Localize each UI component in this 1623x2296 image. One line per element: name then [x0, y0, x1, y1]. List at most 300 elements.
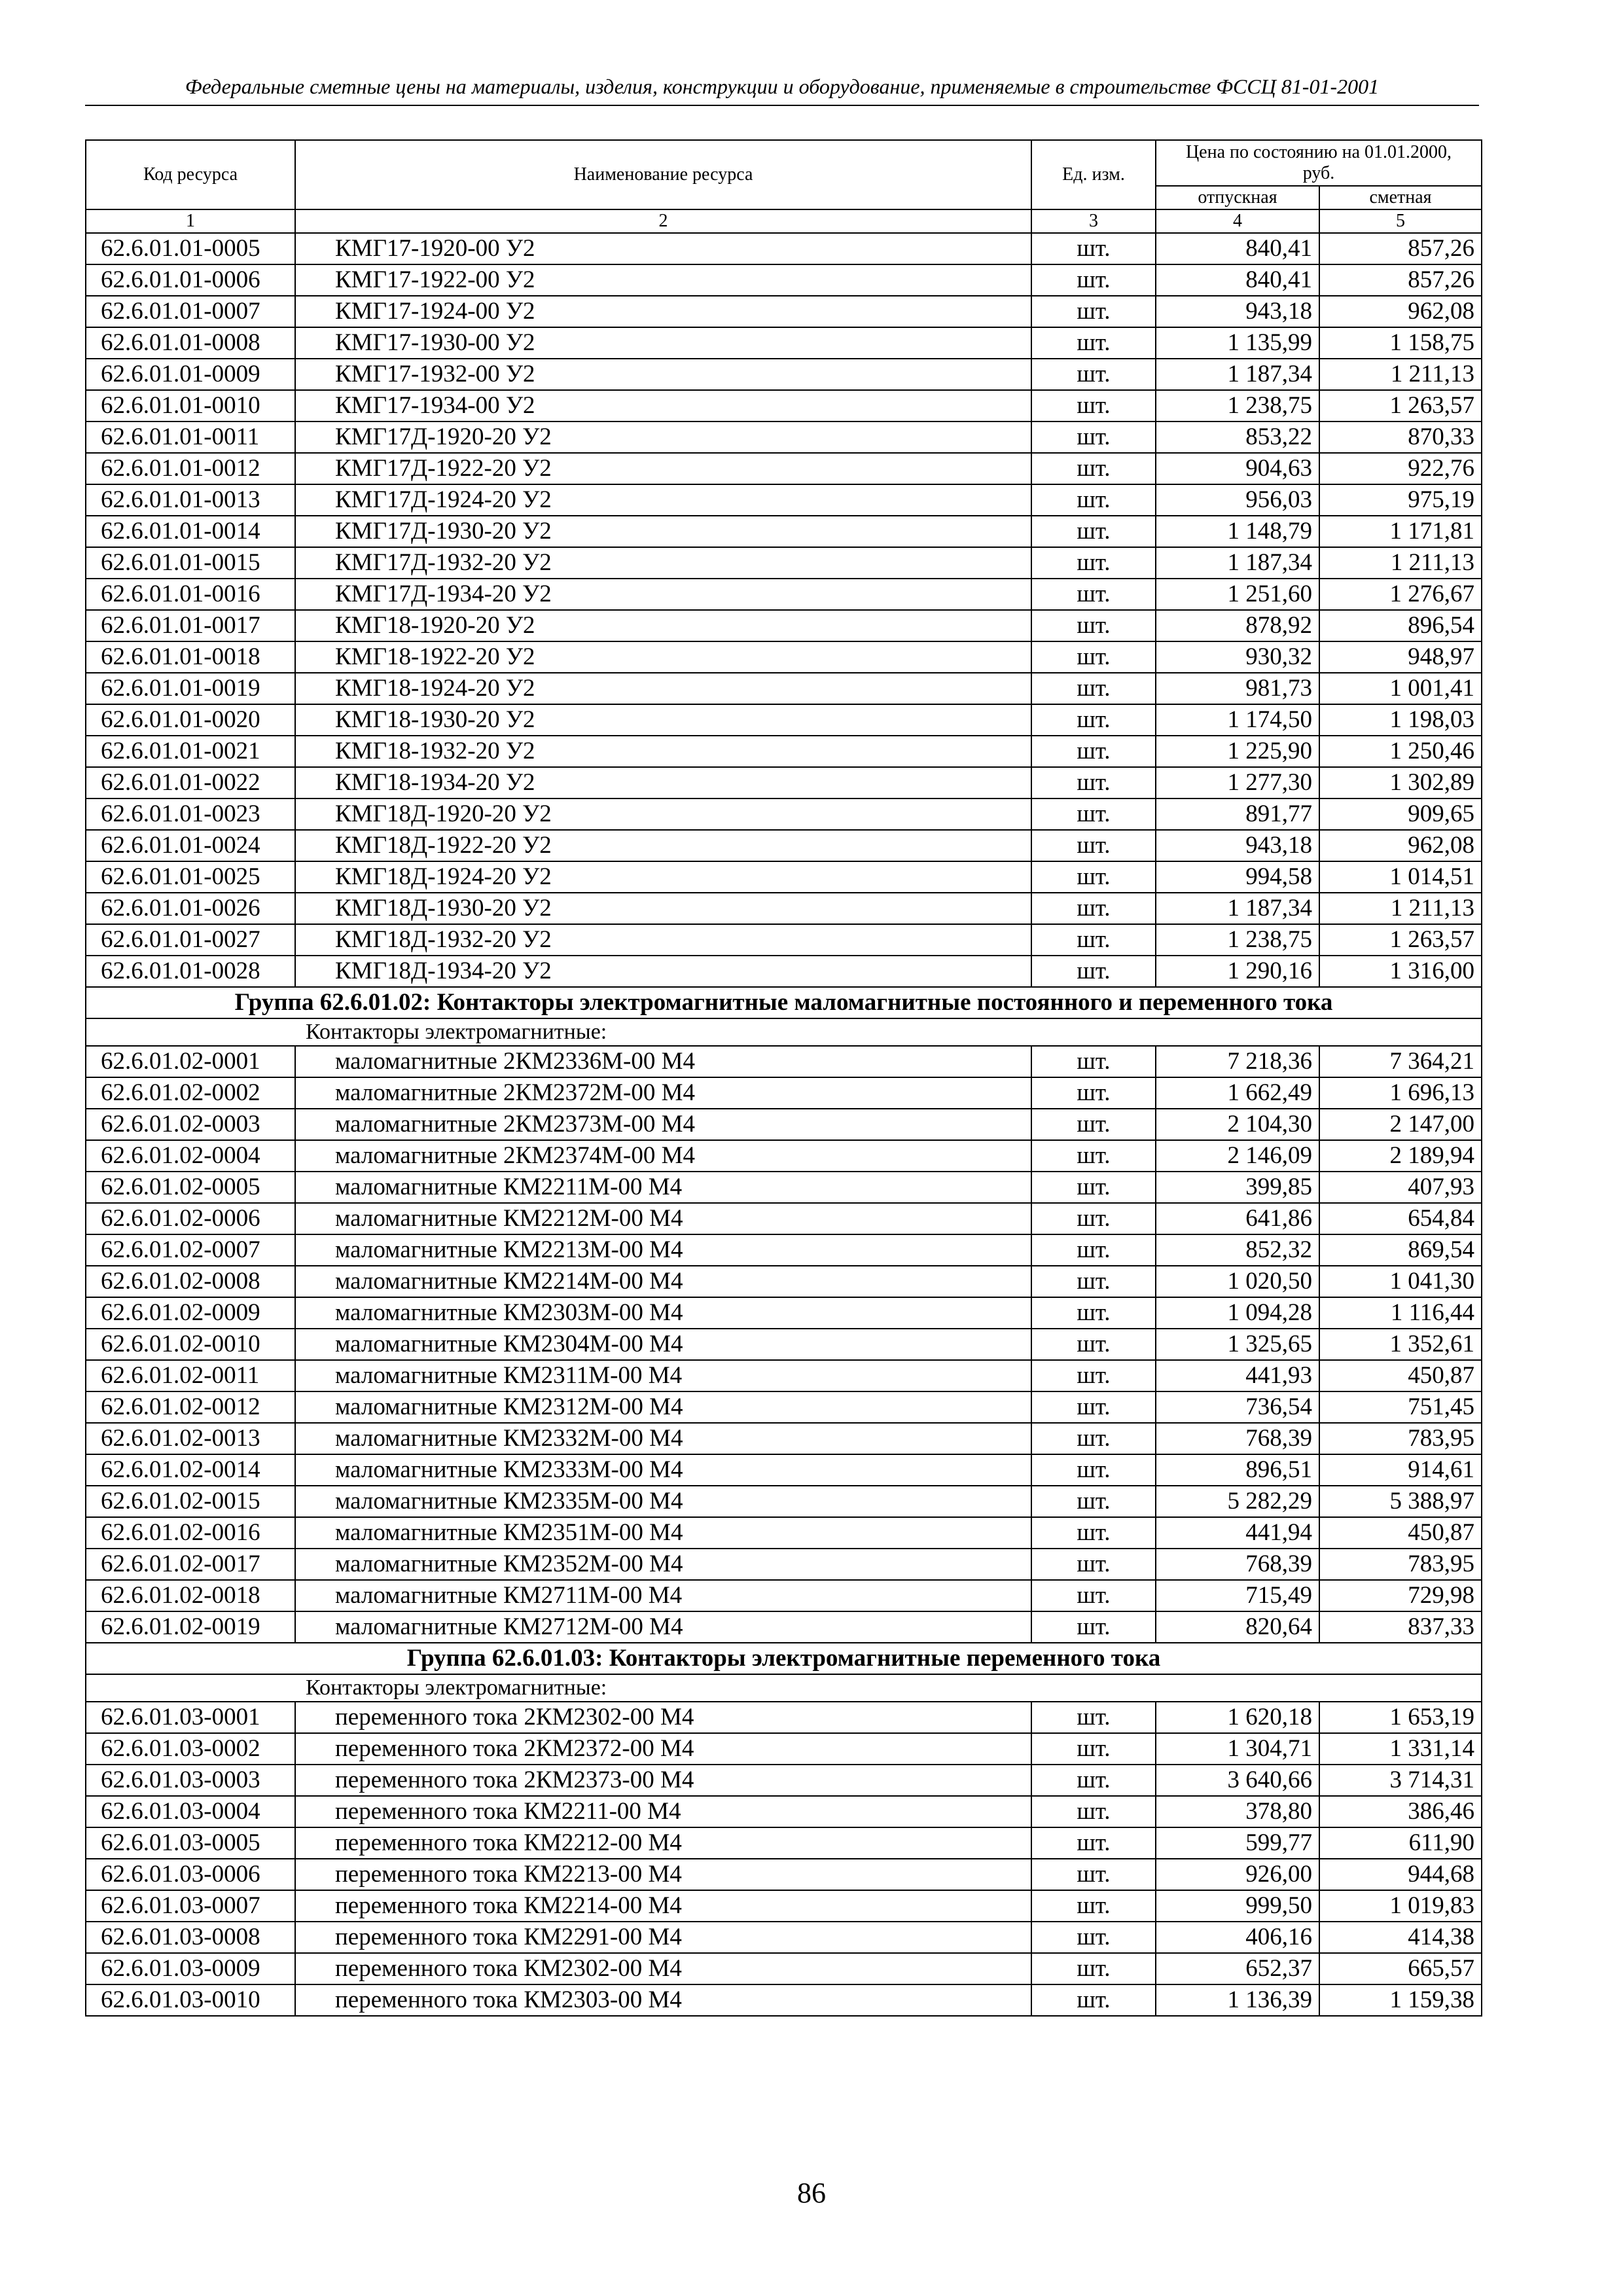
resource-code: 62.6.01.01-0027 — [86, 924, 295, 956]
column-number-row — [86, 209, 1482, 233]
col-estimate-header: сметная — [1319, 186, 1482, 209]
estimate-price: 1 171,81 — [1319, 516, 1482, 547]
release-price: 840,41 — [1156, 233, 1319, 264]
resource-name: переменного тока КМ2303-00 М4 — [295, 1984, 1031, 2016]
subheading-row — [86, 1674, 1482, 1702]
table-row — [86, 767, 1482, 798]
unit-of-measure: шт. — [1031, 1549, 1156, 1580]
table-row — [86, 1953, 1482, 1984]
table-row — [86, 956, 1482, 987]
resource-code: 62.6.01.01-0007 — [86, 296, 295, 327]
estimate-price: 729,98 — [1319, 1580, 1482, 1611]
estimate-price: 611,90 — [1319, 1827, 1482, 1859]
unit-of-measure: шт. — [1031, 1077, 1156, 1109]
estimate-price: 7 364,21 — [1319, 1046, 1482, 1077]
release-price: 2 146,09 — [1156, 1140, 1319, 1172]
release-price: 736,54 — [1156, 1391, 1319, 1423]
table-row — [86, 736, 1482, 767]
table-row — [86, 924, 1482, 956]
table-row — [86, 1423, 1482, 1454]
estimate-price: 896,54 — [1319, 610, 1482, 641]
estimate-price: 962,08 — [1319, 296, 1482, 327]
release-price: 641,86 — [1156, 1203, 1319, 1234]
unit-of-measure: шт. — [1031, 453, 1156, 484]
table-row — [86, 296, 1482, 327]
col-number: 4 — [1156, 209, 1319, 233]
unit-of-measure: шт. — [1031, 1266, 1156, 1297]
estimate-price: 783,95 — [1319, 1423, 1482, 1454]
resource-name: маломагнитные КМ2335М-00 М4 — [295, 1486, 1031, 1517]
release-price: 1 187,34 — [1156, 893, 1319, 924]
unit-of-measure: шт. — [1031, 233, 1156, 264]
estimate-price: 914,61 — [1319, 1454, 1482, 1486]
unit-of-measure: шт. — [1031, 893, 1156, 924]
resource-code: 62.6.01.03-0009 — [86, 1953, 295, 1984]
estimate-price: 870,33 — [1319, 422, 1482, 453]
unit-of-measure: шт. — [1031, 1234, 1156, 1266]
table-row — [86, 1046, 1482, 1077]
table-row — [86, 1454, 1482, 1486]
release-price: 1 277,30 — [1156, 767, 1319, 798]
resource-code: 62.6.01.02-0002 — [86, 1077, 295, 1109]
table-row — [86, 1890, 1482, 1922]
table-row — [86, 1360, 1482, 1391]
group-heading-row — [86, 987, 1482, 1018]
table-row — [86, 579, 1482, 610]
table-row — [86, 1580, 1482, 1611]
table-row — [86, 1486, 1482, 1517]
estimate-price: 1 653,19 — [1319, 1702, 1482, 1733]
estimate-price: 2 189,94 — [1319, 1140, 1482, 1172]
release-price: 1 148,79 — [1156, 516, 1319, 547]
resource-name: маломагнитные КМ2312М-00 М4 — [295, 1391, 1031, 1423]
estimate-price: 2 147,00 — [1319, 1109, 1482, 1140]
resource-name: маломагнитные КМ2352М-00 М4 — [295, 1549, 1031, 1580]
resource-code: 62.6.01.01-0015 — [86, 547, 295, 579]
subheading: Контакторы электромагнитные: — [86, 1674, 1482, 1702]
col-number: 1 — [86, 209, 295, 233]
resource-code: 62.6.01.03-0010 — [86, 1984, 295, 2016]
estimate-price: 407,93 — [1319, 1172, 1482, 1203]
release-price: 715,49 — [1156, 1580, 1319, 1611]
resource-code: 62.6.01.02-0016 — [86, 1517, 295, 1549]
resource-code: 62.6.01.01-0013 — [86, 484, 295, 516]
resource-name: КМГ17Д-1934-20 У2 — [295, 579, 1031, 610]
table-row — [86, 484, 1482, 516]
table-row — [86, 830, 1482, 861]
unit-of-measure: шт. — [1031, 484, 1156, 516]
resource-name: КМГ18Д-1932-20 У2 — [295, 924, 1031, 956]
resource-name: КМГ18-1920-20 У2 — [295, 610, 1031, 641]
resource-name: маломагнитные 2КМ2374М-00 М4 — [295, 1140, 1031, 1172]
estimate-price: 386,46 — [1319, 1796, 1482, 1827]
table-body — [86, 233, 1482, 2016]
resource-name: переменного тока 2КМ2372-00 М4 — [295, 1733, 1031, 1765]
estimate-price: 414,38 — [1319, 1922, 1482, 1953]
unit-of-measure: шт. — [1031, 1454, 1156, 1486]
resource-name: КМГ17Д-1922-20 У2 — [295, 453, 1031, 484]
estimate-price: 869,54 — [1319, 1234, 1482, 1266]
table-row — [86, 893, 1482, 924]
resource-name: маломагнитные КМ2212М-00 М4 — [295, 1203, 1031, 1234]
release-price: 1 187,34 — [1156, 359, 1319, 390]
estimate-price: 1 116,44 — [1319, 1297, 1482, 1329]
table-row — [86, 327, 1482, 359]
unit-of-measure: шт. — [1031, 1140, 1156, 1172]
resource-name: КМГ17-1932-00 У2 — [295, 359, 1031, 390]
unit-of-measure: шт. — [1031, 736, 1156, 767]
release-price: 891,77 — [1156, 798, 1319, 830]
estimate-price: 654,84 — [1319, 1203, 1482, 1234]
resource-name: маломагнитные 2КМ2336М-00 М4 — [295, 1046, 1031, 1077]
resource-name: маломагнитные КМ2333М-00 М4 — [295, 1454, 1031, 1486]
resource-name: маломагнитные КМ2711М-00 М4 — [295, 1580, 1031, 1611]
resource-name: КМГ17-1924-00 У2 — [295, 296, 1031, 327]
unit-of-measure: шт. — [1031, 1046, 1156, 1077]
estimate-price: 450,87 — [1319, 1517, 1482, 1549]
unit-of-measure: шт. — [1031, 1297, 1156, 1329]
resource-code: 62.6.01.02-0010 — [86, 1329, 295, 1360]
release-price: 1 290,16 — [1156, 956, 1319, 987]
unit-of-measure: шт. — [1031, 861, 1156, 893]
unit-of-measure: шт. — [1031, 1486, 1156, 1517]
unit-of-measure: шт. — [1031, 1702, 1156, 1733]
running-header: Федеральные сметные цены на материалы, изделия, конструкции и оборудование, применяемые в строительстве ФССЦ 81-01-2001 — [185, 75, 1380, 98]
table-row — [86, 547, 1482, 579]
resource-code: 62.6.01.03-0003 — [86, 1765, 295, 1796]
table-row — [86, 1297, 1482, 1329]
resource-name: переменного тока КМ2291-00 М4 — [295, 1922, 1031, 1953]
resource-name: переменного тока КМ2211-00 М4 — [295, 1796, 1031, 1827]
estimate-price: 975,19 — [1319, 484, 1482, 516]
estimate-price: 837,33 — [1319, 1611, 1482, 1643]
release-price: 878,92 — [1156, 610, 1319, 641]
table-row — [86, 798, 1482, 830]
release-price: 1 620,18 — [1156, 1702, 1319, 1733]
resource-code: 62.6.01.01-0026 — [86, 893, 295, 924]
unit-of-measure: шт. — [1031, 610, 1156, 641]
unit-of-measure: шт. — [1031, 1391, 1156, 1423]
resource-code: 62.6.01.01-0028 — [86, 956, 295, 987]
estimate-price: 909,65 — [1319, 798, 1482, 830]
estimate-price: 1 352,61 — [1319, 1329, 1482, 1360]
resource-name: КМГ17-1922-00 У2 — [295, 264, 1031, 296]
unit-of-measure: шт. — [1031, 579, 1156, 610]
resource-code: 62.6.01.03-0002 — [86, 1733, 295, 1765]
resource-name: КМГ18Д-1924-20 У2 — [295, 861, 1031, 893]
resource-code: 62.6.01.02-0008 — [86, 1266, 295, 1297]
table-row — [86, 1234, 1482, 1266]
estimate-price: 962,08 — [1319, 830, 1482, 861]
resource-code: 62.6.01.01-0022 — [86, 767, 295, 798]
table-row — [86, 1266, 1482, 1297]
estimate-price: 1 158,75 — [1319, 327, 1482, 359]
resource-name: переменного тока КМ2213-00 М4 — [295, 1859, 1031, 1890]
resource-name: КМГ17-1934-00 У2 — [295, 390, 1031, 422]
unit-of-measure: шт. — [1031, 1922, 1156, 1953]
release-price: 1 251,60 — [1156, 579, 1319, 610]
estimate-price: 1 211,13 — [1319, 359, 1482, 390]
resource-code: 62.6.01.01-0011 — [86, 422, 295, 453]
table-row — [86, 1859, 1482, 1890]
resource-code: 62.6.01.03-0008 — [86, 1922, 295, 1953]
resource-name: маломагнитные КМ2211М-00 М4 — [295, 1172, 1031, 1203]
unit-of-measure: шт. — [1031, 1953, 1156, 1984]
release-price: 943,18 — [1156, 830, 1319, 861]
resource-name: КМГ18-1934-20 У2 — [295, 767, 1031, 798]
release-price: 1 187,34 — [1156, 547, 1319, 579]
estimate-price: 948,97 — [1319, 641, 1482, 673]
resource-code: 62.6.01.02-0019 — [86, 1611, 295, 1643]
estimate-price: 922,76 — [1319, 453, 1482, 484]
estimate-price: 1 250,46 — [1319, 736, 1482, 767]
table-row — [86, 610, 1482, 641]
resource-code: 62.6.01.02-0009 — [86, 1297, 295, 1329]
table-row — [86, 1172, 1482, 1203]
estimate-price: 1 276,67 — [1319, 579, 1482, 610]
resource-code: 62.6.01.01-0008 — [86, 327, 295, 359]
table-row — [86, 1796, 1482, 1827]
estimate-price: 1 001,41 — [1319, 673, 1482, 704]
release-price: 1 662,49 — [1156, 1077, 1319, 1109]
table-row — [86, 1549, 1482, 1580]
estimate-price: 1 211,13 — [1319, 893, 1482, 924]
release-price: 1 136,39 — [1156, 1984, 1319, 2016]
unit-of-measure: шт. — [1031, 767, 1156, 798]
estimate-price: 3 714,31 — [1319, 1765, 1482, 1796]
release-price: 768,39 — [1156, 1549, 1319, 1580]
table-row — [86, 1517, 1482, 1549]
table-row — [86, 390, 1482, 422]
unit-of-measure: шт. — [1031, 327, 1156, 359]
table-row — [86, 359, 1482, 390]
release-price: 5 282,29 — [1156, 1486, 1319, 1517]
unit-of-measure: шт. — [1031, 1517, 1156, 1549]
header-rule — [85, 105, 1479, 106]
resource-name: маломагнитные КМ2332М-00 М4 — [295, 1423, 1031, 1454]
resource-name: переменного тока КМ2302-00 М4 — [295, 1953, 1031, 1984]
release-price: 840,41 — [1156, 264, 1319, 296]
estimate-price: 5 388,97 — [1319, 1486, 1482, 1517]
resource-name: переменного тока 2КМ2373-00 М4 — [295, 1765, 1031, 1796]
table-row — [86, 1611, 1482, 1643]
resource-code: 62.6.01.02-0006 — [86, 1203, 295, 1234]
release-price: 1 238,75 — [1156, 390, 1319, 422]
release-price: 956,03 — [1156, 484, 1319, 516]
col-number: 2 — [295, 209, 1031, 233]
release-price: 399,85 — [1156, 1172, 1319, 1203]
release-price: 378,80 — [1156, 1796, 1319, 1827]
table-row — [86, 233, 1482, 264]
unit-of-measure: шт. — [1031, 1109, 1156, 1140]
release-price: 768,39 — [1156, 1423, 1319, 1454]
resource-name: КМГ17-1930-00 У2 — [295, 327, 1031, 359]
col-name-header: Наименование ресурса — [295, 140, 1031, 209]
estimate-price: 1 019,83 — [1319, 1890, 1482, 1922]
resource-code: 62.6.01.03-0004 — [86, 1796, 295, 1827]
table-row — [86, 264, 1482, 296]
resource-name: КМГ18Д-1930-20 У2 — [295, 893, 1031, 924]
subheading-row — [86, 1018, 1482, 1046]
unit-of-measure: шт. — [1031, 296, 1156, 327]
table-row — [86, 1391, 1482, 1423]
table-row — [86, 641, 1482, 673]
resource-code: 62.6.01.01-0024 — [86, 830, 295, 861]
unit-of-measure: шт. — [1031, 673, 1156, 704]
release-price: 2 104,30 — [1156, 1109, 1319, 1140]
estimate-price: 1 198,03 — [1319, 704, 1482, 736]
resource-code: 62.6.01.01-0017 — [86, 610, 295, 641]
release-price: 930,32 — [1156, 641, 1319, 673]
release-price: 1 020,50 — [1156, 1266, 1319, 1297]
release-price: 1 094,28 — [1156, 1297, 1319, 1329]
resource-code: 62.6.01.01-0010 — [86, 390, 295, 422]
table-row — [86, 1922, 1482, 1953]
group-title: Группа 62.6.01.02: Контакторы электромагнитные маломагнитные постоянного и переменного тока — [86, 987, 1482, 1018]
resource-name: маломагнитные КМ2214М-00 М4 — [295, 1266, 1031, 1297]
unit-of-measure: шт. — [1031, 1203, 1156, 1234]
estimate-price: 1 159,38 — [1319, 1984, 1482, 2016]
group-heading-row — [86, 1643, 1482, 1674]
estimate-price: 1 263,57 — [1319, 390, 1482, 422]
resource-name: переменного тока 2КМ2302-00 М4 — [295, 1702, 1031, 1733]
release-price: 1 238,75 — [1156, 924, 1319, 956]
page-number: 86 — [797, 2177, 826, 2209]
resource-code: 62.6.01.03-0006 — [86, 1859, 295, 1890]
table-row — [86, 1077, 1482, 1109]
resource-code: 62.6.01.01-0009 — [86, 359, 295, 390]
resource-code: 62.6.01.02-0013 — [86, 1423, 295, 1454]
resource-code: 62.6.01.02-0012 — [86, 1391, 295, 1423]
unit-of-measure: шт. — [1031, 264, 1156, 296]
release-price: 1 225,90 — [1156, 736, 1319, 767]
unit-of-measure: шт. — [1031, 516, 1156, 547]
table-row — [86, 1329, 1482, 1360]
resource-code: 62.6.01.03-0007 — [86, 1890, 295, 1922]
resource-name: КМГ18Д-1922-20 У2 — [295, 830, 1031, 861]
release-price: 441,94 — [1156, 1517, 1319, 1549]
resource-code: 62.6.01.02-0014 — [86, 1454, 295, 1486]
resource-code: 62.6.01.02-0003 — [86, 1109, 295, 1140]
price-table — [85, 139, 1482, 2017]
resource-name: маломагнитные КМ2213М-00 М4 — [295, 1234, 1031, 1266]
resource-name: переменного тока КМ2212-00 М4 — [295, 1827, 1031, 1859]
unit-of-measure: шт. — [1031, 1984, 1156, 2016]
resource-name: КМГ18-1924-20 У2 — [295, 673, 1031, 704]
resource-name: маломагнитные КМ2311М-00 М4 — [295, 1360, 1031, 1391]
release-price: 904,63 — [1156, 453, 1319, 484]
resource-name: КМГ17-1920-00 У2 — [295, 233, 1031, 264]
unit-of-measure: шт. — [1031, 390, 1156, 422]
estimate-price: 1 302,89 — [1319, 767, 1482, 798]
release-price: 3 640,66 — [1156, 1765, 1319, 1796]
table-row — [86, 1140, 1482, 1172]
resource-code: 62.6.01.02-0015 — [86, 1486, 295, 1517]
resource-name: КМГ18-1922-20 У2 — [295, 641, 1031, 673]
unit-of-measure: шт. — [1031, 547, 1156, 579]
unit-of-measure: шт. — [1031, 1859, 1156, 1890]
estimate-price: 751,45 — [1319, 1391, 1482, 1423]
table-row — [86, 1109, 1482, 1140]
release-price: 1 174,50 — [1156, 704, 1319, 736]
resource-code: 62.6.01.01-0019 — [86, 673, 295, 704]
table-row — [86, 1733, 1482, 1765]
table-row — [86, 1203, 1482, 1234]
resource-name: КМГ17Д-1930-20 У2 — [295, 516, 1031, 547]
table-header — [86, 140, 1482, 233]
release-price: 1 135,99 — [1156, 327, 1319, 359]
table-row — [86, 422, 1482, 453]
unit-of-measure: шт. — [1031, 704, 1156, 736]
unit-of-measure: шт. — [1031, 1765, 1156, 1796]
resource-code: 62.6.01.02-0004 — [86, 1140, 295, 1172]
resource-name: маломагнитные КМ2304М-00 М4 — [295, 1329, 1031, 1360]
resource-code: 62.6.01.01-0025 — [86, 861, 295, 893]
table-row — [86, 1765, 1482, 1796]
group-title: Группа 62.6.01.03: Контакторы электромагнитные переменного тока — [86, 1643, 1482, 1674]
unit-of-measure: шт. — [1031, 1329, 1156, 1360]
subheading: Контакторы электромагнитные: — [86, 1018, 1482, 1046]
col-code-header: Код ресурса — [86, 140, 295, 209]
release-price: 820,64 — [1156, 1611, 1319, 1643]
resource-name: переменного тока КМ2214-00 М4 — [295, 1890, 1031, 1922]
estimate-price: 944,68 — [1319, 1859, 1482, 1890]
col-number: 3 — [1031, 209, 1156, 233]
resource-name: КМГ18Д-1934-20 У2 — [295, 956, 1031, 987]
resource-code: 62.6.01.01-0014 — [86, 516, 295, 547]
resource-code: 62.6.01.02-0007 — [86, 1234, 295, 1266]
resource-code: 62.6.01.01-0020 — [86, 704, 295, 736]
release-price: 599,77 — [1156, 1827, 1319, 1859]
estimate-price: 783,95 — [1319, 1549, 1482, 1580]
estimate-price: 1 014,51 — [1319, 861, 1482, 893]
resource-code: 62.6.01.02-0018 — [86, 1580, 295, 1611]
release-price: 7 218,36 — [1156, 1046, 1319, 1077]
resource-code: 62.6.01.02-0011 — [86, 1360, 295, 1391]
resource-code: 62.6.01.02-0001 — [86, 1046, 295, 1077]
resource-name: КМГ17Д-1932-20 У2 — [295, 547, 1031, 579]
estimate-price: 857,26 — [1319, 233, 1482, 264]
resource-name: КМГ18-1932-20 У2 — [295, 736, 1031, 767]
unit-of-measure: шт. — [1031, 924, 1156, 956]
estimate-price: 1 316,00 — [1319, 956, 1482, 987]
resource-name: маломагнитные КМ2351М-00 М4 — [295, 1517, 1031, 1549]
resource-name: КМГ18-1930-20 У2 — [295, 704, 1031, 736]
resource-name: маломагнитные КМ2303М-00 М4 — [295, 1297, 1031, 1329]
unit-of-measure: шт. — [1031, 1890, 1156, 1922]
release-price: 896,51 — [1156, 1454, 1319, 1486]
table-row — [86, 516, 1482, 547]
unit-of-measure: шт. — [1031, 956, 1156, 987]
resource-name: КМГ17Д-1920-20 У2 — [295, 422, 1031, 453]
resource-code: 62.6.01.01-0005 — [86, 233, 295, 264]
release-price: 406,16 — [1156, 1922, 1319, 1953]
estimate-price: 665,57 — [1319, 1953, 1482, 1984]
release-price: 1 304,71 — [1156, 1733, 1319, 1765]
release-price: 852,32 — [1156, 1234, 1319, 1266]
resource-code: 62.6.01.01-0016 — [86, 579, 295, 610]
release-price: 999,50 — [1156, 1890, 1319, 1922]
release-price: 926,00 — [1156, 1859, 1319, 1890]
unit-of-measure: шт. — [1031, 798, 1156, 830]
resource-name: КМГ17Д-1924-20 У2 — [295, 484, 1031, 516]
estimate-price: 857,26 — [1319, 264, 1482, 296]
unit-of-measure: шт. — [1031, 830, 1156, 861]
resource-code: 62.6.01.03-0001 — [86, 1702, 295, 1733]
release-price: 981,73 — [1156, 673, 1319, 704]
table-row — [86, 1702, 1482, 1733]
resource-code: 62.6.01.03-0005 — [86, 1827, 295, 1859]
